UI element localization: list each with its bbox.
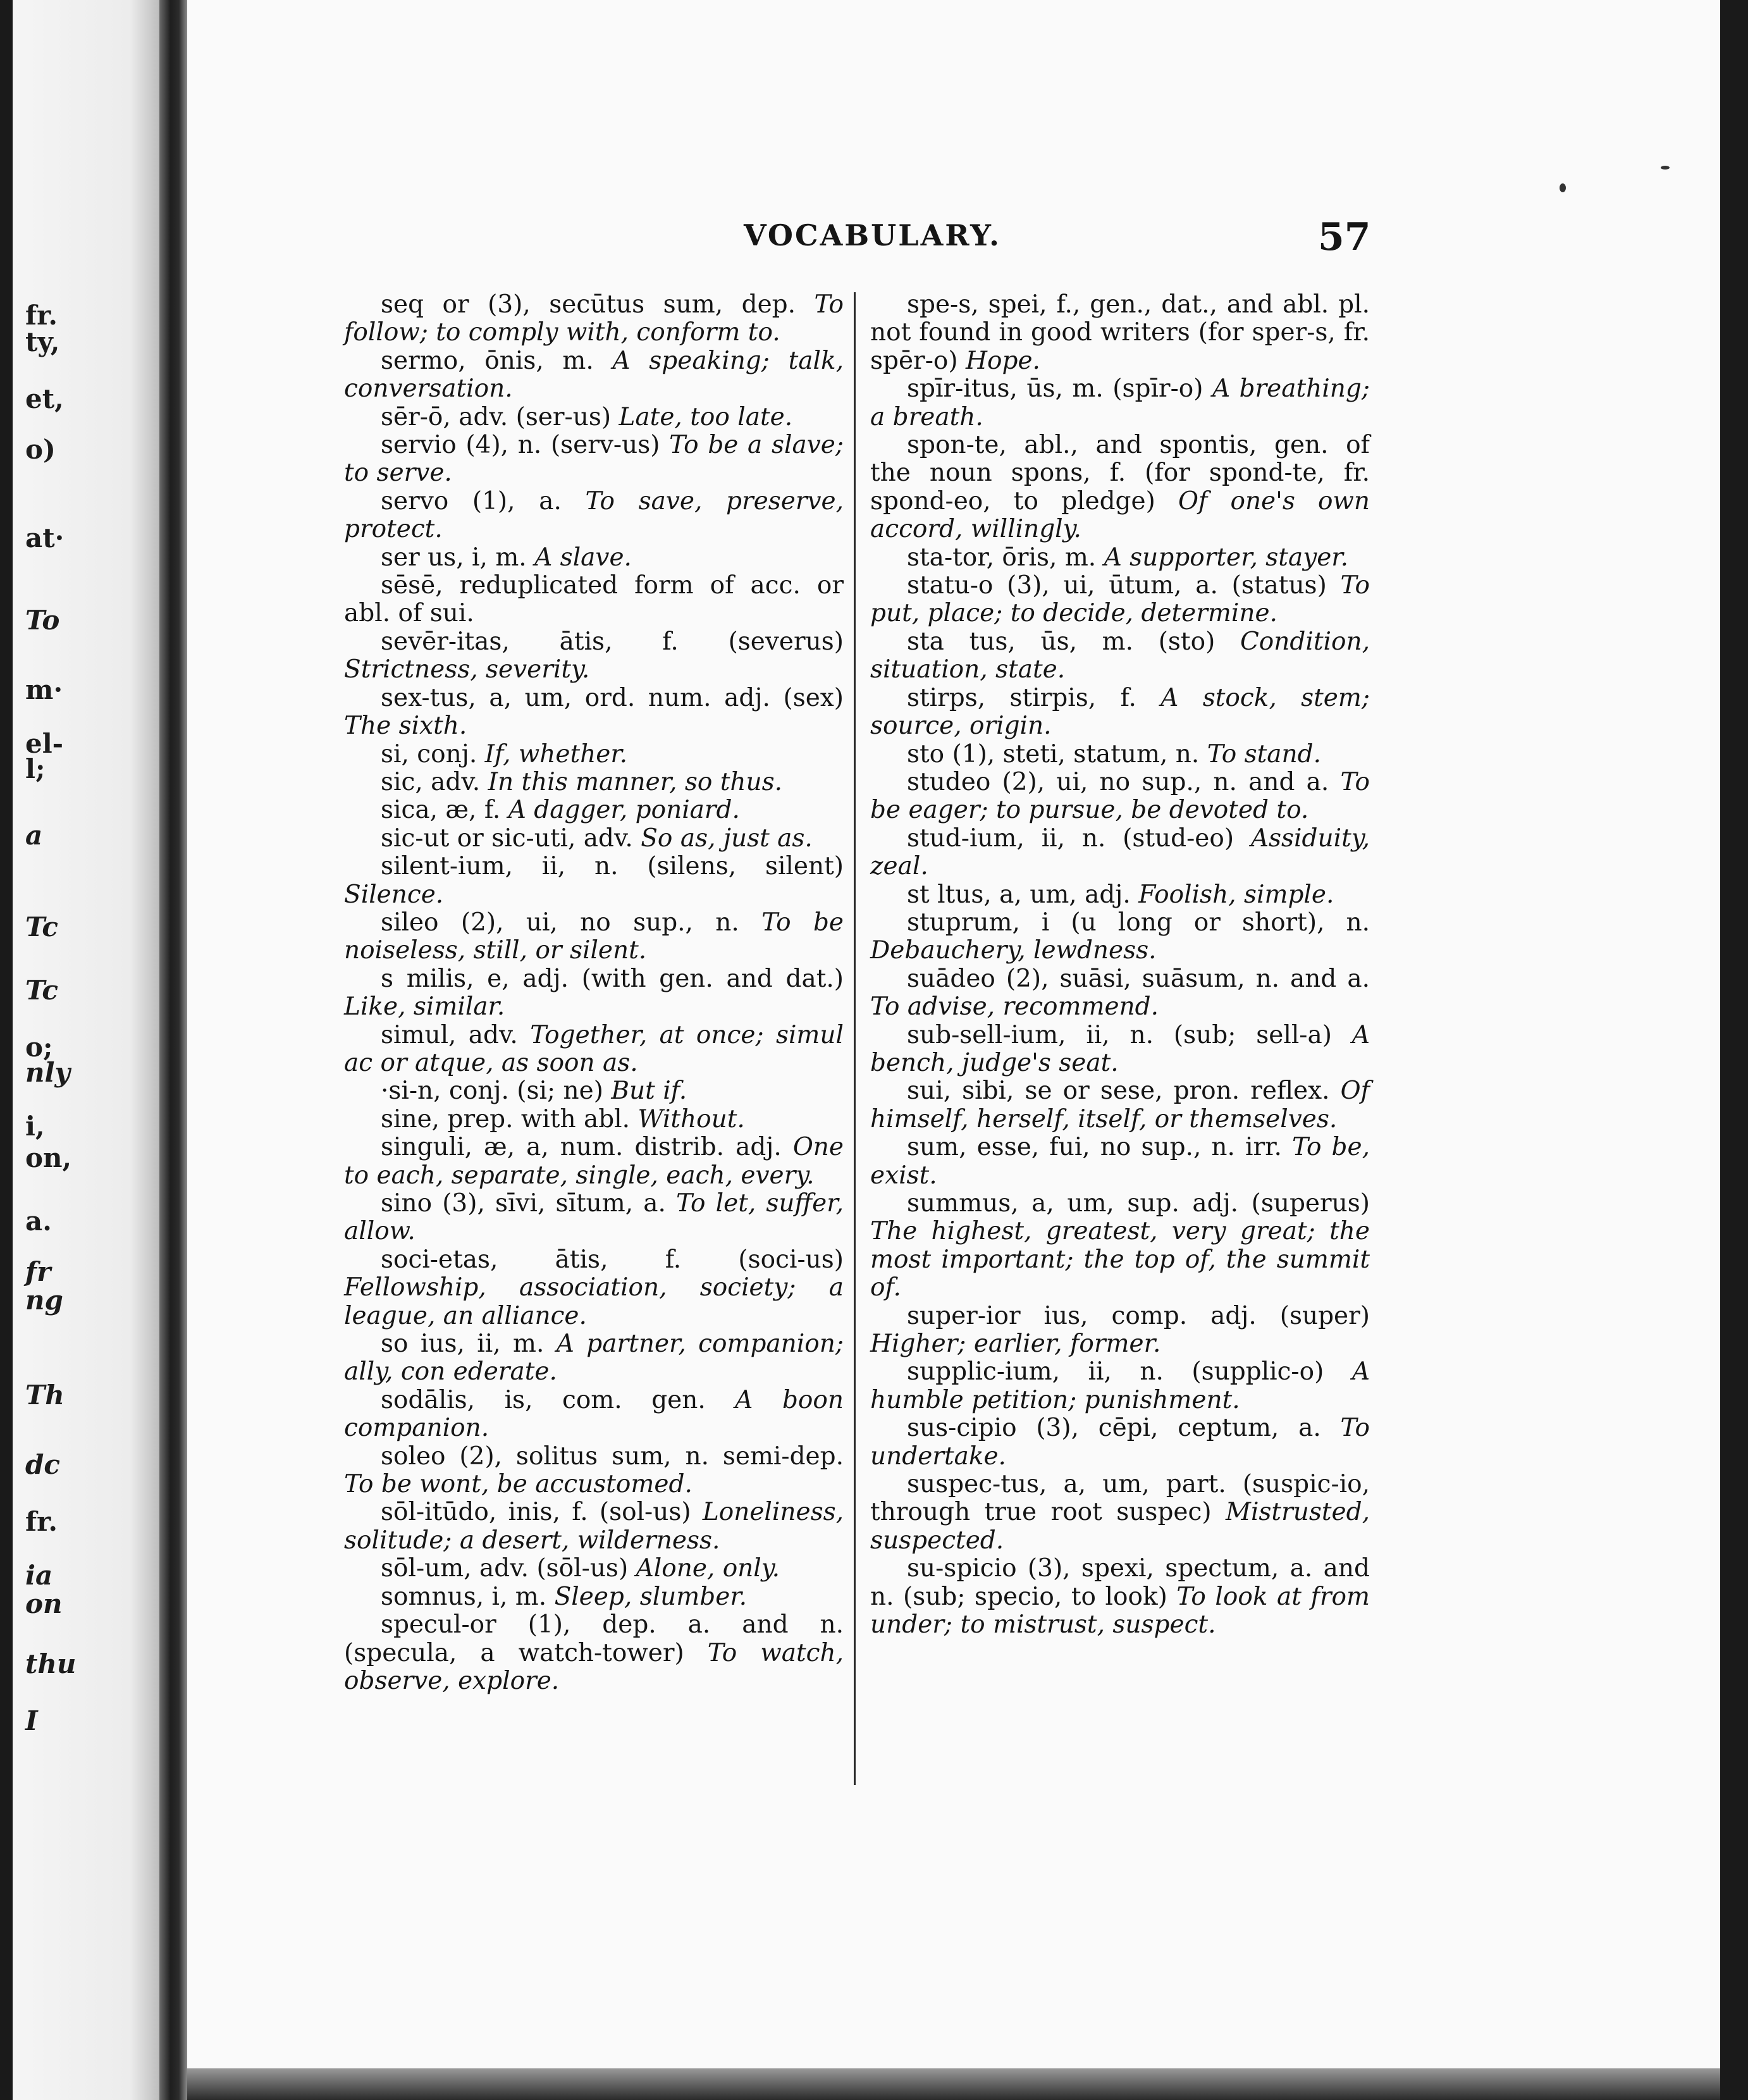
vocabulary-entry bbox=[344, 1555, 844, 1583]
entry-headword: sileo (2), ui, no sup., n. bbox=[381, 908, 739, 937]
entry-headword: servio (4), n. (serv-us) bbox=[381, 431, 660, 460]
entry-headword: st ltus, a, um, adj. bbox=[907, 880, 1131, 909]
vocabulary-entry bbox=[344, 741, 844, 769]
entry-translation: A boon companion. bbox=[344, 1385, 844, 1443]
facing-page-text-fragment: m· bbox=[25, 674, 63, 705]
vocabulary-entry bbox=[344, 1330, 844, 1387]
vocabulary-entry bbox=[870, 291, 1370, 375]
facing-page-text-fragment: ia bbox=[25, 1560, 53, 1591]
entry-headword: studeo (2), ui, no sup., n. and a. bbox=[907, 767, 1329, 796]
entry-headword: stud-ium, ii, n. (stud-eo) bbox=[907, 824, 1234, 853]
facing-page-text-fragment: Tc bbox=[25, 975, 59, 1006]
entry-headword: summus, a, um, sup. adj. (superus) bbox=[907, 1189, 1370, 1218]
entry-translation: To save, preserve, protect. bbox=[344, 486, 844, 544]
vocabulary-entry bbox=[870, 1077, 1370, 1133]
entry-translation: A dagger, poniard. bbox=[508, 796, 740, 825]
entry-headword: s milis, e, adj. (with gen. and dat.) bbox=[381, 964, 844, 993]
vocabulary-entry bbox=[870, 769, 1370, 825]
facing-page-text-fragment: thu bbox=[25, 1648, 77, 1679]
column-divider bbox=[854, 292, 856, 1785]
entry-translation: Foolish, simple. bbox=[1138, 880, 1334, 909]
vocabulary-entry bbox=[870, 628, 1370, 684]
facing-page-text-fragment: a. bbox=[25, 1206, 52, 1237]
entry-headword: sine, prep. with abl. bbox=[381, 1104, 631, 1133]
entry-headword: sēsē, reduplicated form of acc. or abl. of sui. bbox=[344, 571, 844, 628]
entry-translation: Higher; earlier, former. bbox=[870, 1330, 1161, 1359]
entry-translation: Assiduity, zeal. bbox=[870, 824, 1370, 881]
entry-headword: sevēr-itas, ātis, f. (severus) bbox=[381, 627, 844, 656]
entry-headword: sui, sibi, se or sese, pron. reflex. bbox=[907, 1077, 1330, 1106]
entry-headword: spe-s, spei, f., gen., dat., and abl. pl. not found in good writers (for sper-s, fr. spēr-o) bbox=[870, 290, 1370, 375]
entry-translation: To undertake. bbox=[870, 1414, 1370, 1471]
facing-page-text-fragment: Th bbox=[25, 1380, 65, 1411]
facing-page-text-fragment: o) bbox=[25, 434, 56, 465]
facing-page-text-fragment: To bbox=[25, 605, 60, 636]
vocabulary-entry bbox=[344, 1106, 844, 1133]
entry-headword: sic-ut or sic-uti, adv. bbox=[381, 824, 633, 853]
entry-headword: silent-ium, ii, n. (silens, silent) bbox=[381, 852, 844, 881]
entry-translation: To be, exist. bbox=[870, 1133, 1370, 1190]
facing-page-text-fragment: I bbox=[25, 1705, 38, 1736]
entry-headword: singuli, æ, a, num. distrib. adj. bbox=[381, 1133, 782, 1162]
entry-headword: sta-tor, ōris, m. bbox=[907, 543, 1097, 572]
entry-translation: To be wont, be accustomed. bbox=[344, 1470, 692, 1499]
entry-translation: A humble petition; punishment. bbox=[870, 1357, 1370, 1414]
vocabulary-entry bbox=[870, 965, 1370, 1022]
facing-page-text-fragment: ng bbox=[25, 1285, 63, 1316]
entry-translation: But if. bbox=[611, 1077, 687, 1106]
entry-translation: Alone, only. bbox=[636, 1554, 780, 1583]
facing-page-text-fragment: fr bbox=[25, 1256, 51, 1287]
entry-translation: A breathing; a breath. bbox=[870, 374, 1370, 431]
vocabulary-entry bbox=[344, 1498, 844, 1555]
vocabulary-entry bbox=[344, 909, 844, 965]
entry-translation: Condition, situation, state. bbox=[870, 627, 1370, 684]
entry-translation: Sleep, slumber. bbox=[554, 1582, 748, 1611]
entry-headword: ·si-n, conj. (si; ne) bbox=[381, 1077, 603, 1106]
vocabulary-entry bbox=[344, 431, 844, 488]
entry-translation: Of himself, herself, itself, or themselves. bbox=[870, 1077, 1370, 1133]
vocabulary-entry bbox=[344, 544, 844, 572]
entry-translation: A bench, judge's seat. bbox=[870, 1020, 1370, 1077]
entry-translation: A supporter, stayer. bbox=[1104, 543, 1349, 572]
facing-page-text-fragment: et, bbox=[25, 383, 64, 414]
facing-page-text-fragment: Tc bbox=[25, 911, 59, 942]
running-head: VOCABULARY. bbox=[744, 218, 1002, 252]
vocabulary-entry bbox=[870, 909, 1370, 965]
entry-headword: super-ior ius, comp. adj. (super) bbox=[907, 1301, 1370, 1330]
entry-headword: sub-sell-ium, ii, n. (sub; sell-a) bbox=[907, 1020, 1332, 1049]
entry-headword: si, conj. bbox=[381, 739, 477, 769]
vocabulary-entry bbox=[870, 825, 1370, 881]
vocabulary-entry bbox=[870, 375, 1370, 431]
entry-translation: Together, at once; simul ac or atque, as soon as. bbox=[344, 1020, 844, 1077]
entry-headword: soleo (2), solitus sum, n. semi-dep. bbox=[381, 1442, 844, 1471]
vocabulary-entry bbox=[344, 572, 844, 628]
vocabulary-entry bbox=[344, 291, 844, 347]
facing-page-text-fragment: o; bbox=[25, 1032, 53, 1063]
entry-headword: stirps, stirpis, f. bbox=[907, 683, 1136, 712]
entry-translation: So as, just as. bbox=[641, 824, 813, 853]
entry-translation: To be eager; to pursue, be devoted to. bbox=[870, 767, 1370, 825]
vocabulary-entry bbox=[344, 796, 844, 824]
vocabulary-entry bbox=[870, 1302, 1370, 1359]
entry-headword: suspec-tus, a, um, part. (suspic-io, through true root suspec) bbox=[870, 1470, 1370, 1527]
facing-page-text-fragment: dc bbox=[25, 1449, 60, 1480]
entry-translation: The sixth. bbox=[344, 712, 467, 741]
vocabulary-entry bbox=[870, 741, 1370, 769]
page-number: 57 bbox=[1318, 215, 1371, 259]
facing-page-fragment bbox=[13, 0, 159, 2100]
vocabulary-entry bbox=[344, 1443, 844, 1499]
vocabulary-entry bbox=[870, 1471, 1370, 1555]
entry-translation: Of one's own accord, willingly. bbox=[870, 486, 1370, 544]
vocabulary-entry bbox=[870, 881, 1370, 909]
vocabulary-entry bbox=[344, 1583, 844, 1611]
entry-headword: sēr-ō, adv. (ser-us) bbox=[381, 402, 612, 431]
scan-border-right bbox=[1720, 0, 1748, 2100]
entry-translation: A slave. bbox=[534, 543, 632, 572]
entry-headword: soci-etas, ātis, f. (soci-us) bbox=[381, 1245, 844, 1274]
column-left bbox=[344, 291, 844, 1695]
entry-translation: In this manner, so thus. bbox=[488, 767, 783, 796]
entry-translation: To follow; to comply with, conform to. bbox=[344, 290, 844, 347]
entry-headword: stuprum, i (u long or short), n. bbox=[907, 908, 1370, 937]
book-gutter bbox=[159, 0, 187, 2100]
facing-page-text-fragment: fr. bbox=[25, 1506, 58, 1537]
vocabulary-entry bbox=[344, 1190, 844, 1246]
entry-headword: ser us, i, m. bbox=[381, 543, 527, 572]
entry-headword: somnus, i, m. bbox=[381, 1582, 547, 1611]
vocabulary-entry bbox=[344, 965, 844, 1022]
entry-translation: A partner, companion; ally, con ederate. bbox=[344, 1330, 844, 1387]
entry-translation: Loneliness, solitude; a desert, wilderness. bbox=[344, 1498, 844, 1555]
entry-translation: Fellowship, association, society; a league, an alliance. bbox=[344, 1273, 844, 1330]
entry-translation: Strictness, severity. bbox=[344, 655, 590, 684]
vocabulary-entry bbox=[344, 404, 844, 431]
entry-translation: To put, place; to decide, determine. bbox=[870, 571, 1370, 628]
entry-headword: seq or (3), secūtus sum, dep. bbox=[381, 290, 796, 319]
entry-headword: spon-te, abl., and spontis, gen. of the noun spons, f. (for spond-te, fr. spond-eo, to pledge) bbox=[870, 431, 1370, 516]
entry-translation: To be a slave; to serve. bbox=[344, 431, 844, 488]
entry-headword: su-spicio (3), spexi, spectum, a. and n. (sub; specio, to look) bbox=[870, 1554, 1370, 1611]
facing-page-text-fragment: el- bbox=[25, 728, 64, 759]
vocabulary-entry bbox=[344, 825, 844, 853]
entry-translation: A speaking; talk, conversation. bbox=[344, 346, 844, 404]
vocabulary-entry bbox=[344, 1387, 844, 1443]
entry-translation: The highest, greatest, very great; the most important; the top of, the summit of. bbox=[870, 1217, 1370, 1302]
facing-page-text-fragment: ty, bbox=[25, 326, 60, 357]
facing-page-text-fragment: on, bbox=[25, 1142, 72, 1173]
vocabulary-entry bbox=[870, 544, 1370, 572]
vocabulary-entry bbox=[870, 1555, 1370, 1639]
entry-headword: sermo, ōnis, m. bbox=[381, 346, 594, 375]
vocabulary-entry bbox=[870, 1190, 1370, 1302]
vocabulary-entry bbox=[344, 1133, 844, 1190]
vocabulary-entry bbox=[870, 431, 1370, 544]
entry-translation: Like, similar. bbox=[344, 992, 505, 1022]
entry-translation: If, whether. bbox=[484, 739, 628, 769]
entry-headword: spīr-itus, ūs, m. (spīr-o) bbox=[907, 374, 1203, 404]
vocabulary-entry bbox=[344, 1022, 844, 1078]
entry-headword: sic, adv. bbox=[381, 767, 481, 796]
vocabulary-entry bbox=[344, 1077, 844, 1105]
vocabulary-entry bbox=[870, 684, 1370, 741]
vocabulary-entry bbox=[344, 1246, 844, 1330]
vocabulary-entry bbox=[344, 853, 844, 909]
vocabulary-entry bbox=[870, 1358, 1370, 1414]
vocabulary-entry bbox=[870, 1414, 1370, 1471]
entry-translation: To be noiseless, still, or silent. bbox=[344, 908, 844, 965]
vocabulary-entry bbox=[344, 488, 844, 544]
entry-headword: sum, esse, fui, no sup., n. irr. bbox=[907, 1133, 1282, 1162]
entry-headword: supplic-ium, ii, n. (supplic-o) bbox=[907, 1357, 1324, 1387]
entry-translation: Mistrusted, suspected. bbox=[870, 1498, 1370, 1555]
facing-page-text-fragment: i, bbox=[25, 1111, 45, 1142]
dictionary-page bbox=[187, 0, 1720, 2068]
vocabulary-entry bbox=[344, 347, 844, 404]
facing-page-text-fragment: on bbox=[25, 1588, 63, 1619]
print-speck bbox=[1560, 183, 1566, 192]
entry-translation: To watch, observe, explore. bbox=[344, 1638, 844, 1695]
print-speck bbox=[1661, 166, 1670, 170]
vocabulary-entry bbox=[344, 769, 844, 796]
entry-headword: sino (3), sīvi, sītum, a. bbox=[381, 1189, 666, 1218]
entry-headword: sōl-um, adv. (sōl-us) bbox=[381, 1554, 629, 1583]
entry-headword: servo (1), a. bbox=[381, 486, 562, 516]
entry-translation: Hope. bbox=[965, 346, 1040, 375]
entry-translation: Late, too late. bbox=[619, 402, 793, 431]
entry-translation: To look at from under; to mistrust, suspect. bbox=[870, 1582, 1370, 1640]
entry-headword: sica, æ, f. bbox=[381, 796, 501, 825]
column-right bbox=[870, 291, 1370, 1640]
entry-headword: sta tus, ūs, m. (sto) bbox=[907, 627, 1216, 656]
vocabulary-entry bbox=[870, 572, 1370, 628]
entry-translation: To advise, recommend. bbox=[870, 992, 1159, 1022]
facing-page-text-fragment: fr. bbox=[25, 300, 58, 331]
entry-translation: To let, suffer, allow. bbox=[344, 1189, 844, 1246]
entry-headword: simul, adv. bbox=[381, 1020, 518, 1049]
entry-headword: suādeo (2), suāsi, suāsum, n. and a. bbox=[907, 964, 1370, 993]
facing-page-text-fragment: l; bbox=[25, 753, 46, 784]
scan-border-bottom bbox=[187, 2068, 1720, 2100]
scan-border-left bbox=[0, 0, 13, 2100]
entry-headword: sto (1), steti, statum, n. bbox=[907, 739, 1200, 769]
entry-translation: To stand. bbox=[1207, 739, 1322, 769]
entry-translation: Debauchery, lewdness. bbox=[870, 936, 1157, 965]
entry-translation: Without. bbox=[637, 1104, 745, 1133]
vocabulary-entry bbox=[344, 684, 844, 741]
entry-headword: sex-tus, a, um, ord. num. adj. (sex) bbox=[381, 683, 844, 712]
entry-headword: statu-o (3), ui, ūtum, a. (status) bbox=[907, 571, 1327, 600]
entry-headword: specul-or (1), dep. a. and n. (specula, a watch-tower) bbox=[344, 1610, 844, 1667]
entry-headword: so ius, ii, m. bbox=[381, 1330, 545, 1359]
vocabulary-entry bbox=[870, 1022, 1370, 1078]
entry-headword: sōl-itūdo, inis, f. (sol-us) bbox=[381, 1498, 691, 1527]
entry-translation: One to each, separate, single, each, every. bbox=[344, 1133, 844, 1190]
entry-headword: sus-cipio (3), cēpi, ceptum, a. bbox=[907, 1414, 1321, 1443]
vocabulary-entry bbox=[344, 628, 844, 684]
entry-translation: A stock, stem; source, origin. bbox=[870, 683, 1370, 741]
vocabulary-entry bbox=[344, 1611, 844, 1695]
entry-headword: sodālis, is, com. gen. bbox=[381, 1385, 706, 1414]
facing-page-text-fragment: nly bbox=[25, 1057, 70, 1088]
entry-translation: Silence. bbox=[344, 880, 444, 909]
facing-page-text-fragment: at· bbox=[25, 522, 65, 553]
vocabulary-entry bbox=[870, 1133, 1370, 1190]
facing-page-text-fragment: a bbox=[25, 820, 43, 851]
